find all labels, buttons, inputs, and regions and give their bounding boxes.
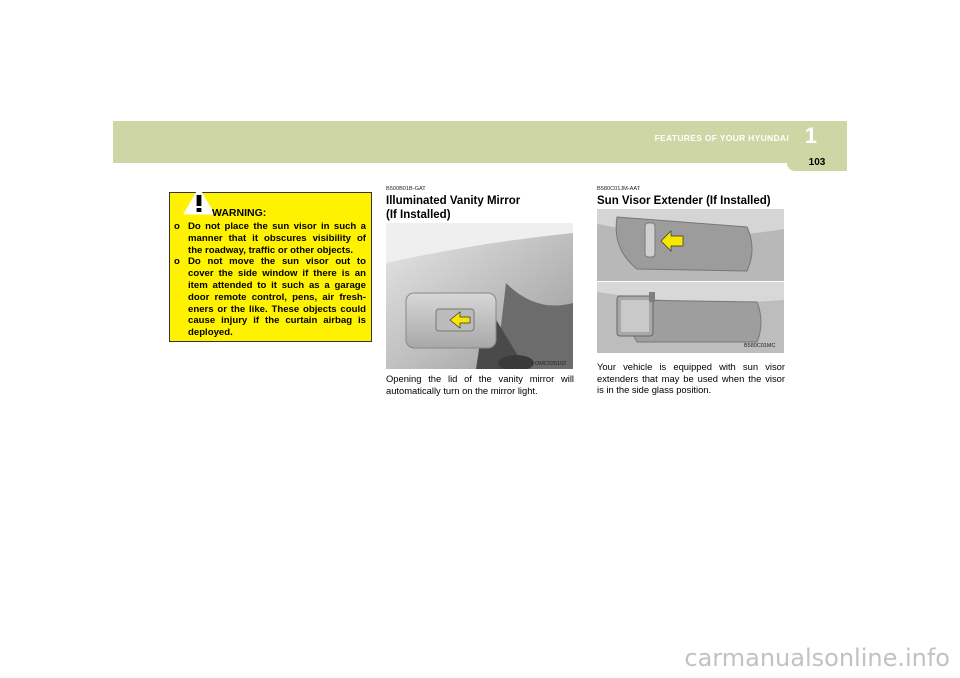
warning-title: WARNING:: [212, 207, 267, 219]
page-number-tab: [787, 155, 847, 171]
chapter-title: FEATURES OF YOUR HYUNDAI: [654, 133, 789, 143]
warning-triangle-icon: [183, 187, 215, 215]
visor-extender-title: Sun Visor Extender (If Installed): [597, 195, 771, 207]
warning-item: [174, 221, 366, 256]
page-number: 103: [808, 157, 826, 168]
warning-bullet: o: [174, 221, 180, 232]
warning-item: [174, 256, 366, 339]
visor-extender-photo-top: [597, 209, 784, 281]
warning-list: [174, 221, 366, 339]
visor-extender-image-code: B580C01MC: [744, 343, 776, 349]
vanity-mirror-title-line2: (If Installed): [386, 209, 451, 221]
warning-item-text: Do not move the sun visor out to cover the side window if there is an item attended to it such as a garage door remote control, pens, air fresh-eners or the like. These objects could cause injury if the curtain airbag is deployed.: [188, 256, 366, 339]
warning-bullet: o: [174, 256, 180, 268]
chapter-number: 1: [804, 123, 817, 148]
watermark: carmanualsonline.info: [684, 644, 950, 672]
vanity-mirror-body: Opening the lid of the vanity mirror will automatically turn on the mirror light.: [386, 373, 574, 396]
visor-extender-body: Your vehicle is equipped with sun visor extenders that may be used when the visor is in the side glass position.: [597, 361, 785, 395]
warning-item-text: Do not place the sun visor in such a manner that it obscures visibility of the roadway, traffic or other objects.: [188, 221, 366, 256]
vanity-mirror-image-code: OMC025102: [535, 361, 567, 367]
header-band: [113, 121, 847, 163]
vanity-mirror-title-line1: Illuminated Vanity Mirror: [386, 195, 521, 207]
vanity-mirror-code: B500B01B-GAT: [386, 186, 426, 192]
visor-extender-code: B580C01JM-AAT: [597, 186, 641, 192]
vanity-mirror-photo: [386, 223, 573, 369]
